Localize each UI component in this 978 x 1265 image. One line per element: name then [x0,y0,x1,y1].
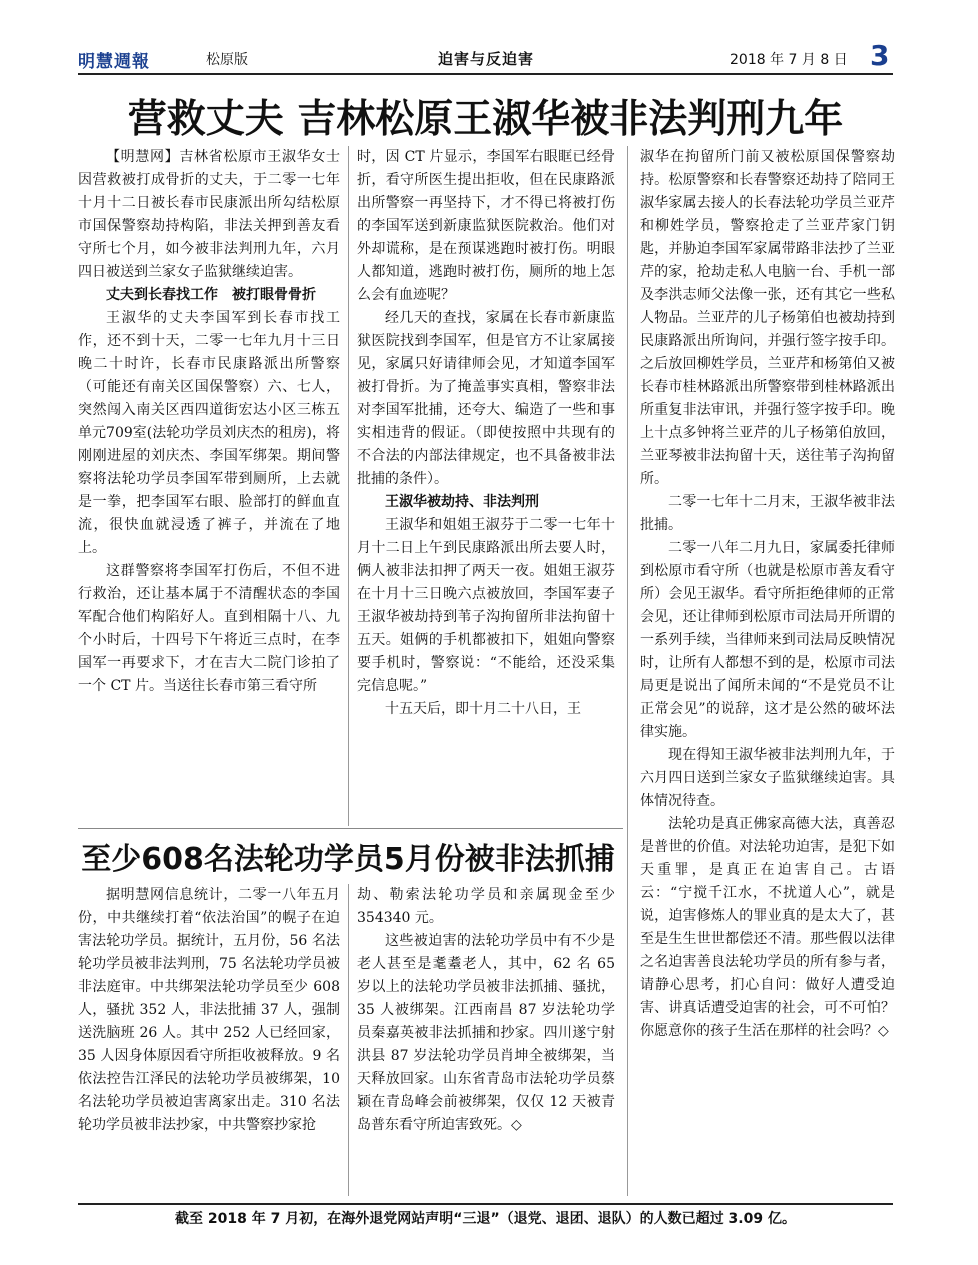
article1-subhead-2: 王淑华被劫持、非法判刑 [385,494,539,510]
footer-notice: 截至 2018 年 7 月初，在海外退党网站声明“三退”（退党、退团、退队）的人数已超过 3.09 亿。 [175,1211,796,1227]
article1-column-3 [640,146,895,1043]
article1-paragraph: 经几天的查找，家属在长春市新康监狱医院找到李国军，但是官方不让家属接见，家属只好请律师会见，才知道李国军被打骨折。为了掩盖事实真相，警察非法对李国军批捕，还夸大、编造了一些和事实相违背的假证。（即使按照中共现有的不合法的内部法律规定，也不具备被非法批捕的条件）。 [357,310,615,487]
article1-paragraph: 时，因 CT 片显示，李国军右眼眶已经骨折，看守所医生提出拒收，但在民康路派出所警察一再坚持下，才不得已将被打伤的李国军送到新康监狱医院救治。他们对外却谎称，是在预谋逃跑时被打伤。明眼人都知道，逃跑时被打伤，厕所的地上怎么会有血迹呢？ [357,149,615,303]
page-header [78,39,893,73]
header-divider [78,73,893,75]
article1-paragraph: 淑华在拘留所门前又被松原国保警察劫持。松原警察和长春警察还劫持了陪同王淑华家属去接人的长春法轮功学员兰亚芹和柳姓学员，警察抢走了兰亚芹家门钥匙，并胁迫李国军家属带路非法抄了兰亚芹的家，抢劫走私人电脑一台、手机一部及李洪志师父法像一张，还有其它一些私人物品。兰亚芹的儿子杨第伯也被劫持到民康路派出所询问，并强行签字按手印。之后放回柳姓学员，兰亚芹和杨第伯又被长春市桂林路派出所警察带到桂林路派出所重复非法审讯，并强行签字按手印。晚上十点多钟将兰亚芹的儿子杨第伯放回，兰亚琴被非法拘留十天，送往苇子沟拘留所。 [640,149,895,487]
edition-label: 松原版 [206,52,248,68]
article2-paragraph: 这些被迫害的法轮功学员中有不少是老人甚至是耄耋老人，其中，62 名 65 岁以上的法轮功学员被非法抓捕、骚扰，35 人被绑架。江西南昌 87 岁法轮功学员秦嘉英被非法抓捕和抄家。四川遂宁射洪县 87 岁法轮功学员肖坤全被绑架，当天释放回家。山东省青岛市法轮功学员蔡颖在青岛峰会前被绑架，仅仅 12 天被青岛普东看守所迫害致死。◇ [357,933,615,1133]
article1-paragraph: 这群警察将李国军打伤后，不但不进行救治，还让基本属于不清醒状态的李国军配合他们构陷好人。直到相隔十八、九个小时后，十四号下午将近三点时，在李国军一再要求下，才在吉大二院门诊拍了一个 CT 片。当送往长春市第三看守所 [78,563,340,694]
column-divider [348,884,349,1196]
masthead-logo: 明慧週報 [78,52,150,72]
article-divider [78,828,623,829]
article1-lead-paragraph: 【明慧网】吉林省松原市王淑华女士因营救被打成骨折的丈夫，于二零一七年十月十二日被长春市民康派出所勾结松原市国保警察劫持构陷，非法关押到善友看守所七个月，如今被非法判刑九年，六月四日被送到兰家女子监狱继续迫害。 [78,149,340,280]
article1-column-2 [357,146,615,721]
column-divider [348,146,349,826]
article1-paragraph: 法轮功是真正佛家高德大法，真善忍是普世的价值。对法轮功迫害，是犯下如天重罪，是真正在迫害自己。古语云：“宁搅千江水，不扰道人心”，就是说，迫害修炼人的罪业真的是太大了，甚至是生生世世都偿还不清。那些假以法律之名迫害善良法轮功学员的所有参与者，请静心思考，扪心自问：做好人遭受迫害、讲真话遭受迫害的社会，可不可怕？你愿意你的孩子生活在那样的社会吗？◇ [640,816,895,1039]
article1-paragraph: 王淑华和姐姐王淑芬于二零一七年十月十二日上午到民康路派出所去要人时，俩人被非法扣押了两天一夜。姐姐王淑芬在十月十三日晚六点被放回，李国军妻子王淑华被劫持到苇子沟拘留所非法拘留十五天。姐俩的手机都被扣下，姐姐向警察要手机时，警察说：“不能给，还没采集完信息呢。” [357,517,615,694]
article2-headline: 至少608名法轮功学员5月份被非法抓捕 [81,842,615,877]
article2-column-1 [78,884,340,1137]
article2-column-2 [357,884,615,1137]
article2-paragraph: 劫、勒索法轮功学员和亲属现金至少 354340 元。 [357,887,615,926]
article1-headline: 营救丈夫 吉林松原王淑华被非法判刑九年 [127,97,844,142]
footer-divider [78,1203,893,1205]
article2-paragraph: 据明慧网信息统计，二零一八年五月份，中共继续打着“依法治国”的幌子在迫害法轮功学员。据统计，五月份，56 名法轮功学员被非法判刑，75 名法轮功学员被非法庭审。中共绑架法轮功学员至少 608 人，骚扰 352 人，非法批捕 37 人，强制送洗脑班 26 人。其中 252 人已经回家，35 人因身体原因看守所拒收被释放。9 名依法控告江泽民的法轮功学员被绑架，10 名法轮功学员被迫害离家出走。310 名法轮功学员被非法抄家，中共警察抄家抢 [78,887,340,1133]
article1-paragraph: 现在得知王淑华被非法判刑九年，于六月四日送到兰家女子监狱继续迫害。具体情况待查。 [640,747,895,809]
column-divider [627,146,628,1196]
article1-column-1 [78,146,340,698]
issue-date: 2018 年 7 月 8 日 [730,52,848,68]
page-number: 3 [870,39,890,72]
article1-paragraph: 十五天后，即十月二十八日，王 [385,701,581,717]
article1-paragraph: 二零一七年十二月末，王淑华被非法批捕。 [640,494,895,533]
article1-paragraph: 王淑华的丈夫李国军到长春市找工作，还不到十天，二零一七年九月十三日晚二十时许，长春市民康路派出所警察（可能还有南关区国保警察）六、七人，突然闯入南关区西四道街宏达小区三栋五单元709室(法轮功学员刘庆杰的租房)，将刚刚进屋的刘庆杰、李国军绑架。期间警察将法轮功学员李国军带到厕所，上去就是一拳，把李国军右眼、脸部打的鲜血直流，很快血就浸透了裤子，并流在了地上。 [78,310,340,556]
article1-paragraph: 二零一八年二月九日，家属委托律师到松原市看守所（也就是松原市善友看守所）会见王淑华。看守所拒绝律师的正常会见，还让律师到松原市司法局开所谓的一系列手续，当律师来到司法局反映情况时，让所有人都想不到的是，松原市司法局更是说出了闻所未闻的“不是党员不让正常会见”的说辞，这才是公然的破坏法律实施。 [640,540,895,740]
section-title: 迫害与反迫害 [438,50,535,68]
article1-subhead-1: 丈夫到长春找工作 被打眼骨骨折 [106,287,316,303]
